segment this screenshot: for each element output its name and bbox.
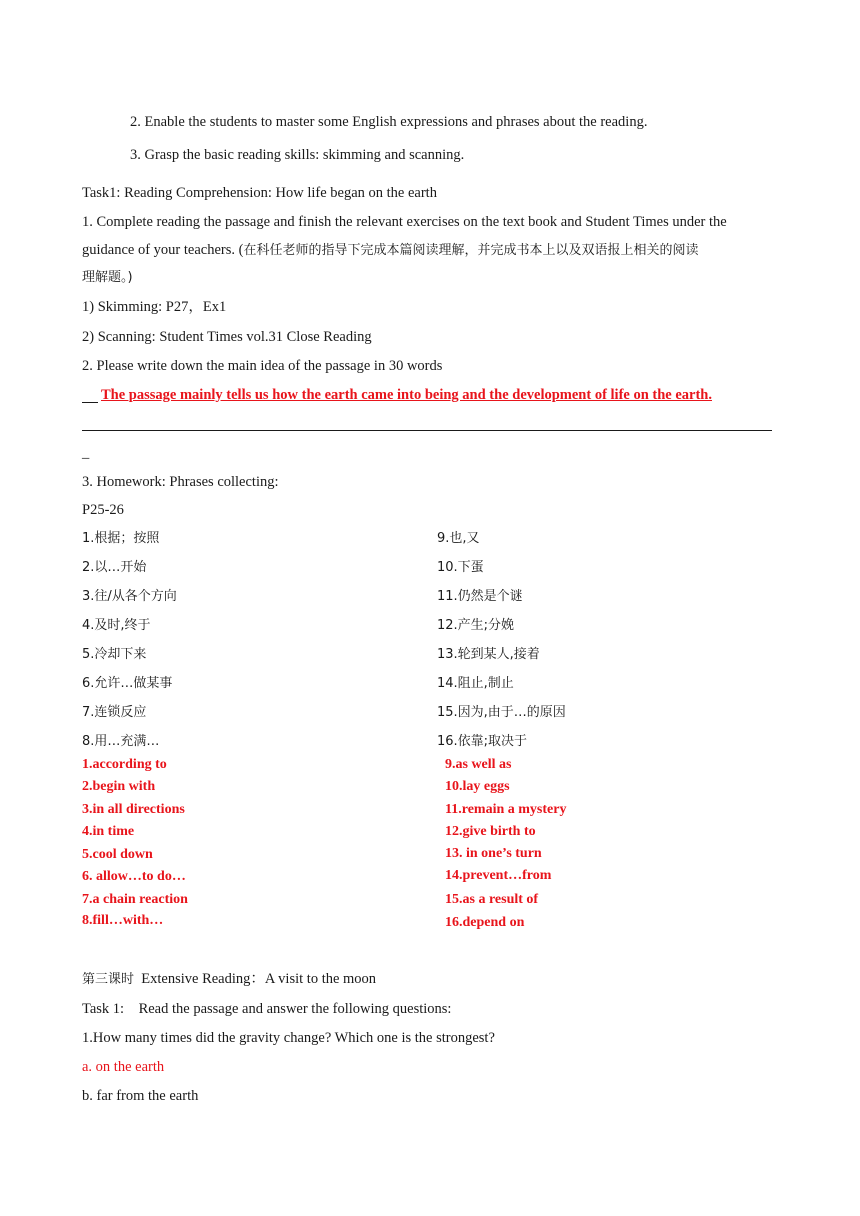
task1-title: Task1: Reading Comprehension: How life began on the earth (82, 185, 437, 201)
main-idea-prompt: 2. Please write down the main idea of the passage in 30 words (82, 358, 443, 374)
phrase-en-15: 15.as a result of (445, 892, 539, 907)
phrase-en-4: 4.in time (82, 824, 135, 839)
homework-pages: P25-26 (82, 502, 124, 518)
phrase-en-5: 5.cool down (82, 847, 153, 862)
phrase-cn-2: 2.以…开始 (82, 560, 147, 575)
phrase-cn-16: 16.依靠;取决于 (437, 734, 528, 749)
lesson3-question: 1.How many times did the gravity change? Which one is the strongest? (82, 1030, 495, 1046)
lesson3-title-en: Extensive Reading：A visit to the moon (141, 971, 377, 987)
phrase-cn-14: 14.阻止,制止 (437, 676, 514, 691)
phrase-cn-5: 5.冷却下来 (82, 647, 147, 662)
lesson3-title (82, 970, 376, 989)
phrase-cn-3: 3.往/从各个方向 (82, 589, 177, 604)
phrase-en-10: 10.lay eggs (445, 779, 510, 794)
phrase-cn-12: 12.产生;分娩 (437, 618, 515, 633)
phrase-cn-7: 7.连锁反应 (82, 705, 147, 720)
phrase-cn-15: 15.因为,由于…的原因 (437, 705, 566, 720)
phrase-en-13: 13. in one’s turn (445, 846, 542, 861)
phrase-en-8: 8.fill…with… (82, 913, 164, 928)
phrase-cn-9: 9.也,又 (437, 531, 480, 546)
task1-item1-line1: 1. Complete reading the passage and finish the relevant exercises on the text book and Student Times under the (82, 214, 727, 230)
phrase-cn-8: 8.用…充满… (82, 734, 160, 749)
task1-item1-line2-cn: 在科任老师的指导下完成本篇阅读理解，并完成书本上以及双语报上相关的阅读 (243, 243, 699, 258)
phrase-en-11: 11.remain a mystery (445, 802, 567, 817)
main-idea-answer: The passage mainly tells us how the earth came into being and the development of life on the earth. (101, 387, 712, 403)
phrase-en-6: 6. allow…to do… (82, 869, 186, 884)
task1-item1-line2 (82, 241, 698, 260)
task1-item1-line2-en: guidance of your teachers. ( (82, 242, 244, 258)
lesson3-title-cn: 第三课时 (82, 972, 135, 987)
task1-item1-line3: 理解题。) (82, 270, 133, 285)
answer-blank-line (82, 430, 772, 431)
phrase-cn-13: 13.轮到某人,接着 (437, 647, 540, 662)
homework-title: 3. Homework: Phrases collecting: (82, 474, 279, 490)
answer-lead-underline (82, 402, 98, 403)
trailing-dash: _ (82, 445, 90, 461)
scanning-item: 2) Scanning: Student Times vol.31 Close Reading (82, 329, 372, 345)
option-a-answer: a. on the earth (82, 1059, 165, 1075)
phrase-en-3: 3.in all directions (82, 802, 185, 817)
lesson3-task: Task 1: Read the passage and answer the following questions: (82, 1001, 452, 1017)
phrase-en-16: 16.depend on (445, 915, 525, 930)
phrase-en-7: 7.a chain reaction (82, 892, 188, 907)
phrase-en-1: 1.according to (82, 757, 167, 772)
phrase-cn-1: 1.根据；按照 (82, 531, 160, 546)
option-b: b. far from the earth (82, 1088, 199, 1104)
phrase-cn-6: 6.允许…做某事 (82, 676, 173, 691)
phrase-cn-4: 4.及时,终于 (82, 618, 151, 633)
phrase-en-14: 14.prevent…from (445, 868, 552, 883)
phrase-en-9: 9.as well as (445, 757, 512, 772)
objective-2: 2. Enable the students to master some English expressions and phrases about the reading. (130, 114, 648, 130)
skimming-item: 1) Skimming: P27，Ex1 (82, 299, 227, 315)
phrase-cn-10: 10.下蛋 (437, 560, 484, 575)
phrase-cn-11: 11.仍然是个谜 (437, 589, 523, 604)
objective-3: 3. Grasp the basic reading skills: skimming and scanning. (130, 147, 465, 163)
phrase-en-12: 12.give birth to (445, 824, 536, 839)
phrase-en-2: 2.begin with (82, 779, 156, 794)
